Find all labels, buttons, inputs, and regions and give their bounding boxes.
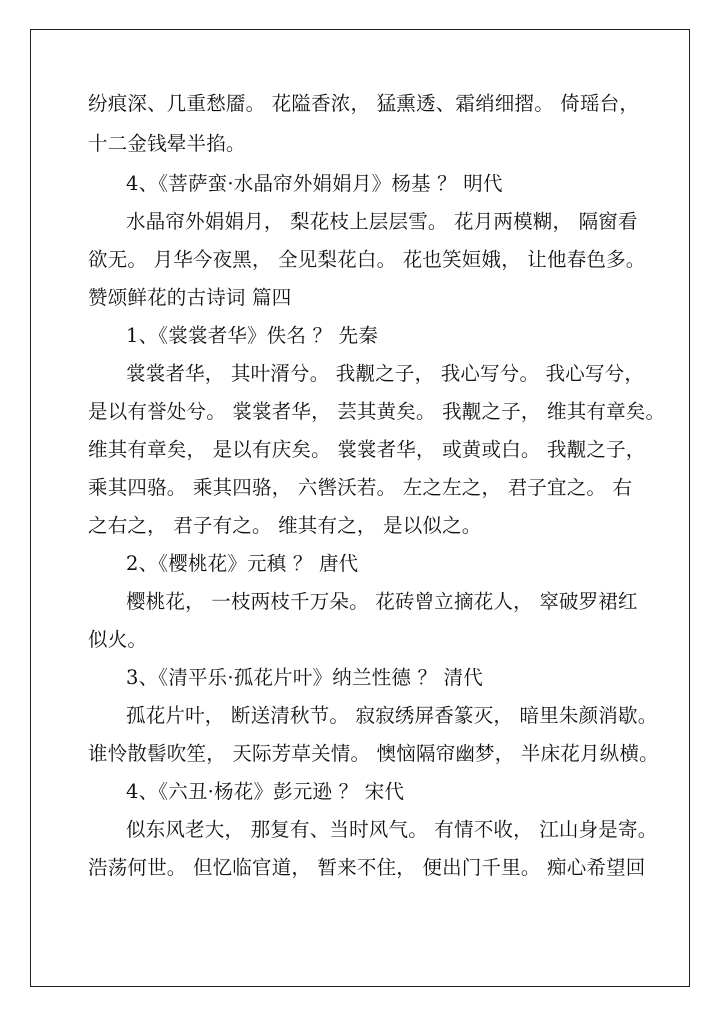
- poem-heading: 2、《樱桃花》元稹 ？ 唐代: [126, 552, 359, 575]
- poem-line: 樱桃花， 一枝两枝千万朵。 花砖曾立摘花人， 窣破罗裙红: [126, 590, 638, 613]
- poem-line: 浩荡何世。 但忆临官道， 暂来不住， 便出门千里。 痴心希望回: [88, 856, 646, 879]
- poem-heading: 1、《裳裳者华》佚名 ？ 先秦: [126, 324, 379, 347]
- poem-line: 欲无。 月华今夜黑， 全见梨花白。 花也笑姮娥， 让他春色多。: [88, 248, 646, 271]
- poem-line: 是以有誉处兮。 裳裳者华， 芸其黄矣。 我觏之子， 维其有章矣。: [88, 400, 666, 423]
- poem-line: 纷痕深、几重愁靥。 花隘香浓， 猛熏透、霜绡细摺。 倚瑶台，: [88, 92, 640, 115]
- poem-line: 水晶帘外娟娟月， 梨花枝上层层雪。 花月两模糊， 隔窗看: [126, 210, 638, 233]
- poem-line: 孤花片叶， 断送清秋节。 寂寂绣屏香篆灭， 暗里朱颜消歇。: [126, 704, 658, 727]
- poem-line: 乘其四骆。 乘其四骆， 六辔沃若。 左之左之， 君子宜之。 右: [88, 476, 633, 499]
- poem-line: 维其有章矣， 是以有庆矣。 裳裳者华， 或黄或白。 我觏之子，: [88, 438, 646, 461]
- poem-line: 谁怜散髻吹笙， 天际芳草关情。 懊恼隔帘幽梦， 半床花月纵横。: [88, 742, 659, 765]
- poem-line: 似东风老大， 那复有、当时风气。 有情不收， 江山身是寄。: [126, 818, 658, 841]
- poem-line: 似火。: [88, 628, 148, 651]
- poem-heading: 3、《清平乐·孤花片叶》纳兰性德 ？ 清代: [126, 666, 483, 689]
- poem-line: 之右之， 君子有之。 维其有之， 是以似之。: [88, 514, 482, 537]
- section-title: 赞颂鲜花的古诗词 篇四: [88, 286, 292, 309]
- poem-heading: 4、《菩萨蛮·水晶帘外娟娟月》杨基 ？ 明代: [126, 172, 503, 195]
- poem-heading: 4、《六丑·杨花》彭元逊 ？ 宋代: [126, 780, 405, 803]
- poem-line: 裳裳者华， 其叶湑兮。 我觏之子， 我心写兮。 我心写兮，: [126, 362, 645, 385]
- poem-line: 十二金钱晕半掐。: [88, 132, 246, 155]
